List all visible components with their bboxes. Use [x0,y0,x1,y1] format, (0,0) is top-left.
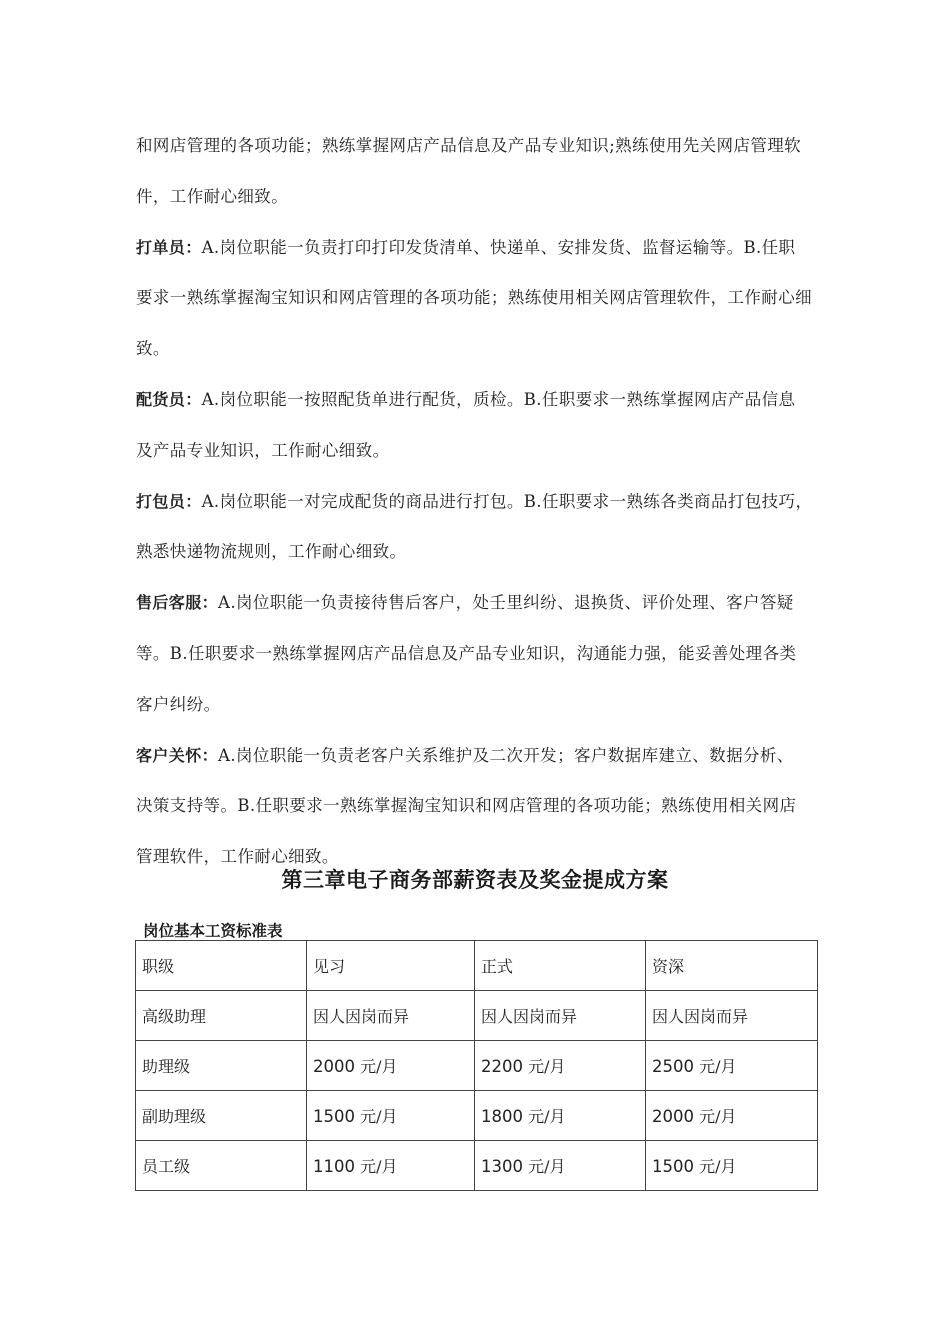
chapter-title: 第三章电子商务部薪资表及奖金提成方案 [281,868,669,892]
line-text: 等。B.任职要求一熟练掌握网店产品信息及产品专业知识，沟通能力强，能妥善处理各类 [136,643,797,663]
salary-amount: 2000 [652,1107,694,1126]
salary-cell [646,1041,818,1091]
salary-amount: 1300 [481,1157,523,1176]
salary-cell [475,1141,646,1191]
salary-cell [307,1091,475,1141]
salary-amount: 1500 [313,1107,355,1126]
level-cell: 副助理级 [136,1091,307,1141]
salary-amount: 1500 [652,1157,694,1176]
line-text: 客户纠纷。 [136,694,221,714]
salary-amount: 2500 [652,1057,694,1076]
salary-cell [475,991,646,1041]
role-label: 打单员： [136,237,202,257]
line-text: 致。 [136,339,170,359]
salary-cell [475,1041,646,1091]
table-row [136,1091,818,1141]
line-text: 决策支持等。B.任职要求一熟练掌握淘宝知识和网店管理的各项功能；熟练使用相关网店 [136,796,797,816]
role-label: 打包员： [136,491,202,511]
header-cell: 资深 [646,941,818,991]
line-text: A.岗位职能一负责打印打印发货清单、快递单、安排发货、监督运输等。B.任职 [201,237,796,257]
line-text: 件，工作耐心细致。 [136,186,289,206]
salary-unit: 元/月 [360,1107,398,1126]
salary-unit: 元/月 [528,1057,566,1076]
level-cell: 助理级 [136,1041,307,1091]
role-label: 售后客服： [136,593,219,613]
salary-cell [307,991,475,1041]
line-text: A.岗位职能一负责接待售后客户，处壬里纠纷、退换货、评价处理、客户答疑 [218,593,794,613]
table-row [136,1141,818,1191]
header-cell: 正式 [475,941,646,991]
salary-unit: 因人因岗而异 [313,1007,410,1026]
text-line [136,731,826,782]
text-line [136,477,826,528]
table-header-row [136,941,818,991]
text-line [136,680,826,731]
text-line [136,629,826,680]
salary-unit: 元/月 [699,1157,737,1176]
salary-unit: 元/月 [360,1157,398,1176]
salary-table [135,940,818,1191]
salary-cell [307,1141,475,1191]
salary-cell [475,1091,646,1141]
salary-amount: 2000 [313,1057,355,1076]
salary-amount: 2200 [481,1057,523,1076]
salary-unit: 元/月 [528,1107,566,1126]
salary-unit: 元/月 [699,1057,737,1076]
line-text: 和网店管理的各项功能；熟练掌握网店产品信息及产品专业知识;熟练使用先关网店管理软 [136,136,802,155]
line-text: 管理软件，工作耐心细致。 [136,847,339,867]
text-line [136,223,826,274]
salary-cell [646,1091,818,1141]
salary-amount: 1800 [481,1107,523,1126]
salary-unit: 因人因岗而异 [481,1007,578,1026]
line-text: 要求一熟练掌握淘宝知识和网店管理的各项功能；熟练使用相关网店管理软件，工作耐心细 [136,288,812,308]
salary-unit: 因人因岗而异 [652,1007,749,1026]
salary-unit: 元/月 [699,1107,737,1126]
salary-cell [646,991,818,1041]
line-text: A.岗位职能一对完成配货的商品进行打包。B.任职要求一熟练各类商品打包技巧， [201,491,813,511]
table-row [136,1041,818,1091]
line-text: 及产品专业知识，工作耐心细致。 [136,440,390,460]
salary-unit: 元/月 [360,1057,398,1076]
table-row [136,991,818,1041]
job-descriptions [136,121,826,883]
header-cell: 见习 [307,941,475,991]
text-line [136,375,826,426]
salary-unit: 元/月 [528,1157,566,1176]
level-cell: 高级助理 [136,991,307,1041]
line-text: 熟悉快递物流规则，工作耐心细致。 [136,542,407,562]
role-label: 客户关怀： [136,745,219,765]
header-cell: 职级 [136,941,307,991]
text-line [136,273,826,324]
text-line [136,121,826,172]
text-line [136,172,826,223]
line-text: A.岗位职能一按照配货单进行配货，质检。B.任职要求一熟练掌握网店产品信息 [201,389,796,409]
text-line [136,426,826,477]
level-cell: 员工级 [136,1141,307,1191]
text-line [136,578,826,629]
role-label: 配货员： [136,389,202,409]
text-line [136,781,826,832]
salary-cell [646,1141,818,1191]
salary-amount: 1100 [313,1157,355,1176]
text-line [136,324,826,375]
line-text: A.岗位职能一负责老客户关系维护及二次开发；客户数据库建立、数据分析、 [218,745,794,765]
salary-cell [307,1041,475,1091]
text-line [136,527,826,578]
table-caption: 岗位基本工资标准表 [143,922,283,940]
